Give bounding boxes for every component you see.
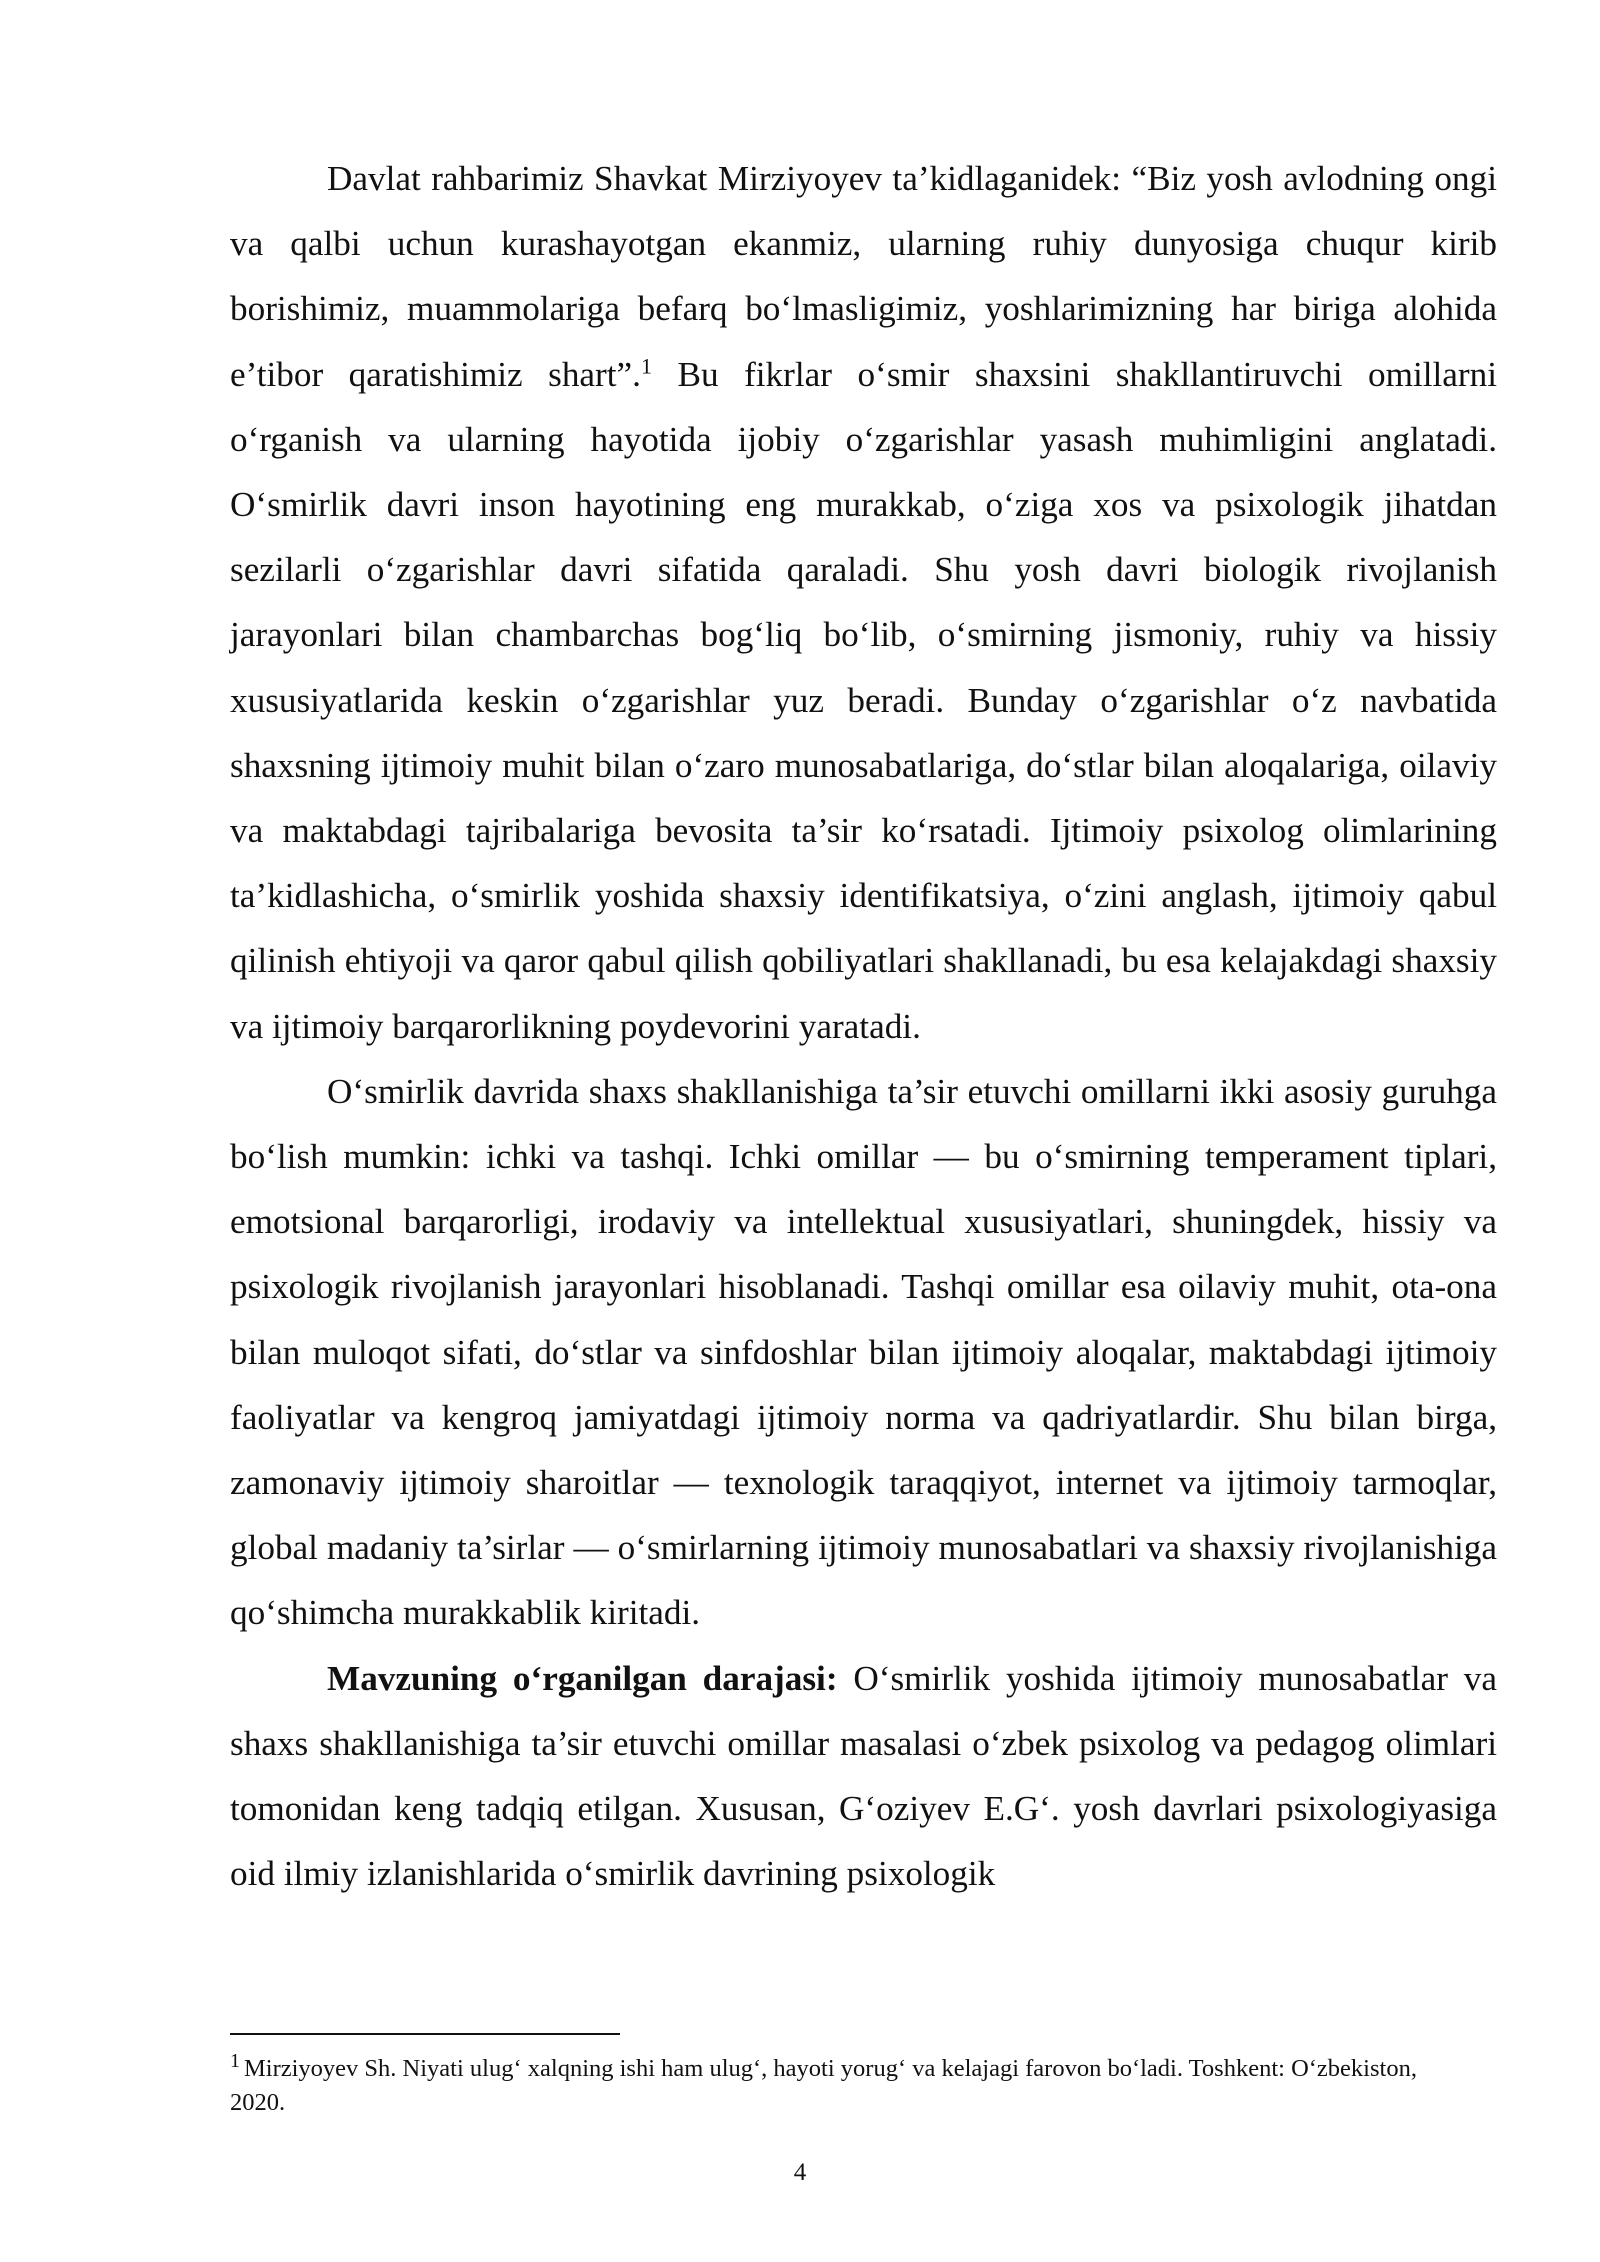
paragraph-text: O‘smirlik yoshida ijtimoiy munosabatlar va shaxs shakllanishiga ta’sir etuvchi omillar masalasi o‘zbek psixolog va pedagog olimlari tomonidan keng tadqiq etilgan. Xususan, G‘oziyev E.G‘. yosh davrlari psixologiyasiga oid ilmiy izlanishlarida o‘smirlik davrining psixologik xyxy=(230,1658,1497,1894)
paragraph-factors xyxy=(230,1059,1497,1646)
footnote-separator xyxy=(230,2033,620,2035)
footnote xyxy=(230,2049,1470,2120)
paragraph-text: Bu fikrlar o‘smir shaxsini shakllantiruvchi omillarni o‘rganish va ularning hayotida ijobiy o‘zgarishlar yasash muhimligini anglatadi. O‘smirlik davri inson hayotining eng murakkab, o‘ziga xos va psixologik jihatdan sezilarli o‘zgarishlar davri sifatida qaraladi. Shu yosh davri biologik rivojlanish jarayonlari bilan chambarchas bog‘liq bo‘lib, o‘smirning jismoniy, ruhiy va hissiy xususiyatlarida keskin o‘zgarishlar yuz beradi. Bunday o‘zgarishlar o‘z navbatida shaxsning ijtimoiy muhit bilan o‘zaro munosabatlariga, do‘stlar bilan aloqalariga, oilaviy va maktabdagi tajribalariga bevosita ta’sir ko‘rsatadi. Ijtimoiy psixolog olimlarining ta’kidlashicha, o‘smirlik yoshida shaxsiy identifikatsiya, o‘zini anglash, ijtimoiy qabul qilinish ehtiyoji va qaror qabul qilish qobiliyatlari shakllanadi, bu esa kelajakdagi shaxsiy va ijtimoiy barqarorlikning poydevorini yaratadi. xyxy=(230,354,1497,1046)
footnote-mark: 1 xyxy=(230,2049,240,2072)
paragraph-quote xyxy=(230,146,1497,1059)
page-number: 4 xyxy=(793,2159,807,2186)
footnote-text: Mirziyoyev Sh. Niyati ulug‘ xalqning ishi ham ulug‘, hayoti yorug‘ va kelajagi farovon bo‘ladi. Toshkent: O‘zbekiston, 2020. xyxy=(230,2055,1417,2116)
paragraph-text: Davlat rahbarimiz Shavkat Mirziyoyev ta’kidlaganidek: “Biz yosh avlodning ongi va qalbi uchun kurashayotgan ekanmiz, ularning ruhiy dunyosiga chuqur kirib borishimiz, muammolariga befarq bo‘lmasligimiz, yoshlarimizning har biriga alohida e’tibor qaratishimiz shart”. xyxy=(230,159,1497,394)
paragraph-study-level xyxy=(230,1646,1497,1907)
footnote-reference: 1 xyxy=(640,352,652,378)
section-heading: Mavzuning o‘rganilgan darajasi: xyxy=(327,1658,838,1698)
body-text xyxy=(230,146,1497,1906)
paragraph-text: O‘smirlik davrida shaxs shakllanishiga ta’sir etuvchi omillarni ikki asosiy guruhga bo‘lish mumkin: ichki va tashqi. Ichki omillar — bu o‘smirning temperament tiplari, emotsional barqarorligi, irodaviy va intellektual xususiyatlari, shuningdek, hissiy va psixologik rivojlanish jarayonlari hisoblanadi. Tashqi omillar esa oilaviy muhit, ota-ona bilan muloqot sifati, do‘stlar va sinfdoshlar bilan ijtimoiy aloqalar, maktabdagi ijtimoiy faoliyatlar va kengroq jamiyatdagi ijtimoiy norma va qadriyatlardir. Shu bilan birga, zamonaviy ijtimoiy sharoitlar — texnologik taraqqiyot, internet va ijtimoiy tarmoqlar, global madaniy ta’sirlar — o‘smirlarning ijtimoiy munosabatlari va shaxsiy rivojlanishiga qo‘shimcha murakkablik kiritadi. xyxy=(230,1071,1497,1633)
